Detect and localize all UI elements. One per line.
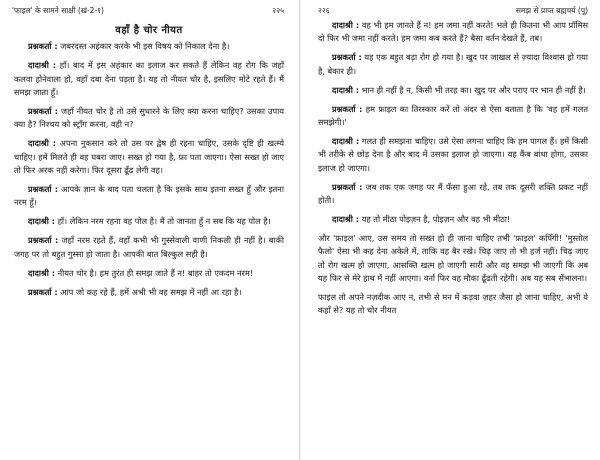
speaker-label: दादाश्री : <box>332 84 359 95</box>
speaker-label: दादाश्री : <box>332 213 359 224</box>
paragraph-text: यह एक बहुत बड़ा रोग हो गया है। खुद पर जाखल से ज़्यादा विश्वास हो गया है, बेकार ही। <box>318 52 588 76</box>
paragraph-text: अपना नुकसान करे तो उस पर द्वेष ही रहना चाहिए, उसके दृष्टि ही खत्म्ये चाहिए। हमें मिलते ही वह घबरा जाए। सख्त हो गया है, फ़ा पता जाएगा। ऐसा सख्त हो जाए तो फिर अरक नहीं करेगा। फिर दूसरा ढूँढ लेगी वह। <box>14 138 284 176</box>
paragraph <box>14 105 284 132</box>
paragraph-list <box>318 19 588 318</box>
speaker-label: प्रश्नकर्ता : <box>332 181 363 192</box>
paragraph <box>318 84 588 97</box>
paragraph <box>14 183 284 210</box>
paragraph-text: जहाँ नरम रहते हैं, वहाँ कभी भी गुस्सेवाली वाणी निकली ही नहीं है। बाकी जगह पर तो बहुत गुस्सा हो जाता है। आपकी बात बिल्कुल सही है। <box>14 235 284 259</box>
paragraph-text: जबरदस्त अहंकार करके भी इस विषय को निकाल देना है। <box>57 41 230 52</box>
paragraph-text: नीयत चोर है। हम तुरंत ही समझ जाते हैं न! बाहर तो एकदम नरम! <box>54 267 254 278</box>
paragraph-text: हाँ। बाद में इस अहंकार का इलाज कर सकते हैं लेकिन वह रोग कि जहाँ कलवा होनेवाला हो, वहाँ दबा देना पड़ता है। यह तो नीयत चोर है, इसलिए मोटे रहते हैं। मैं समझ जाता हूँ। <box>14 60 285 98</box>
paragraph-text: यह तो मीठा पोइज़न है, पोइज़न और वह भी मीठा! <box>358 213 511 224</box>
paragraph-text: जहाँ नीयत चोर है तो उसे सुधारने के लिए क्या करना चाहिए? उसका उपाय क्या है? निश्चय को स्ट्रॉंग करना, वही न? <box>14 106 284 130</box>
paragraph <box>14 40 284 53</box>
speaker-label: दादाश्री : <box>28 138 57 149</box>
speaker-label: प्रश्नकर्ता : <box>332 103 363 114</box>
paragraph-text: फाइल तो अपने नज़दीक आए न, तभी से मन में कड़वा ज़हर जैसा हो जाना चाहिए, अभी ये कहाँ से? यह तो चोर नीयत <box>318 291 588 316</box>
paragraph <box>318 135 588 175</box>
page-body <box>318 19 588 323</box>
paragraph <box>318 232 588 286</box>
running-title: 'फाइल' के सामने साक्षी (खं-2-१) <box>12 6 104 15</box>
right-page <box>300 0 600 460</box>
speaker-label: प्रश्नकर्ता : <box>28 106 59 117</box>
page-body <box>14 24 284 304</box>
speaker-label: दादाश्री : <box>28 60 57 71</box>
speaker-label: दादाश्री : <box>332 20 360 30</box>
paragraph <box>318 291 588 318</box>
speaker-label: प्रश्नकर्ता : <box>332 52 362 63</box>
paragraph <box>14 59 284 99</box>
paragraph-text: हम फ़ाइल का तिरस्कार करें तो अंदर से ऐसा बताता है कि 'वह हमें गलत समझेगी।' <box>318 103 588 127</box>
paragraph-text: गलत ही समझना चाहिए। उसे ऐसा लगना चाहिए कि हम पागल हैं। हमें किसी भी तरीके से छोड़ देना है और बाद में उसका इलाज हो जाएगा। यह कैंब बांधा होगा, उसका इलाज हो जाएगा। <box>318 135 588 173</box>
paragraph <box>14 286 284 299</box>
paragraph-text: और 'फ़ाइल' आए, उस समय तो सख्त हो ही जाना चाहिए तभी 'फ़ाइल' कपिँगी! 'मुस्तोल फैलो' ऐसा भी कह देना अकेले में, ताकि वह बैर रखे। चिढ़ जाए तो भी हर्ज नहीं। चिढ़ जाए तो रोग खत्म हो जाएगा, आसक्ति खत्म हो जाएगी सारी और वह समझ भी जाएगी कि अब यह फिर से मेरे हाथ में नहीं आएगा। वर्ना फिर वह मौका ढूँढती रहेगी। अब यह सब सँभालना। <box>318 232 588 283</box>
paragraph-text: जब तक एक जगह पर मैं फँसा हुआ रहे, तब तक दूसरी शक्ति प्रकट नहीं होती। <box>318 181 588 205</box>
paragraph <box>318 181 588 208</box>
speaker-label: दादाश्री : <box>28 267 55 278</box>
paragraph <box>14 234 284 261</box>
paragraph <box>14 215 284 228</box>
paragraph-list <box>14 40 284 299</box>
paragraph-text: हाँ। लेकिन नरम रहना वह पोल है। मैं तो जानता हूँ न सब कि यह पोल है। <box>54 216 271 227</box>
speaker-label: प्रश्नकर्ता : <box>28 235 59 246</box>
paragraph-text: वह भी हम जानते हैं न! हम जमा नहीं करते! भले ही कितना भी आप प्रॉमिस दो फिर भी जमा नहीं करते। हम जमा कब करते हैं? बैसा वर्तन देखते हैं, तब। <box>318 20 588 44</box>
speaker-label: प्रश्नकर्ता : <box>28 184 59 195</box>
page-number: २२६ <box>318 6 330 15</box>
paragraph <box>318 213 588 226</box>
paragraph-text: आप जो कह रहे हैं, हमें अभी भी वह समझ में नहीं आ रहा है। <box>57 286 242 297</box>
paragraph-text: आपके ज्ञान के बाद पता चलता है कि इसके साथ इतना सख्त हूँ और इतना नरम हूँ। <box>14 184 284 208</box>
chapter-title: वहाँ है चोर नीयत <box>115 25 183 36</box>
paragraph <box>14 137 284 177</box>
paragraph <box>318 103 588 130</box>
paragraph <box>318 51 588 78</box>
paragraph <box>14 267 284 280</box>
speaker-label: दादाश्री : <box>28 216 55 227</box>
running-title: समझ से प्राप्त ब्रह्मचर्य (पू) <box>515 6 588 15</box>
paragraph <box>318 19 588 46</box>
speaker-label: प्रश्नकर्ता : <box>28 286 58 297</box>
speaker-label: दादाश्री : <box>332 135 360 146</box>
paragraph-text: भान ही नहीं है न, किसी भी तरह का। खुद पर और पराए पर भान ही नहीं है। <box>358 84 586 95</box>
speaker-label: प्रश्नकर्ता : <box>28 41 58 52</box>
page-number: २२५ <box>272 6 284 15</box>
